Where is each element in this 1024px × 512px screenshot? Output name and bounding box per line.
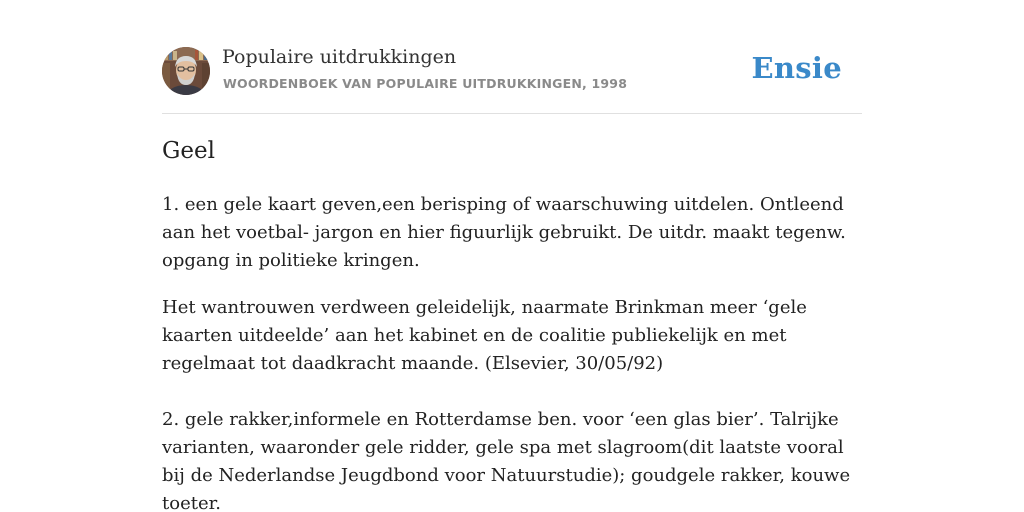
entry-title: Geel — [162, 138, 215, 164]
entry-header — [162, 0, 862, 114]
author-avatar[interactable] — [162, 47, 210, 95]
author-name[interactable]: Populaire uitdrukkingen — [222, 46, 457, 68]
avatar-image — [162, 47, 210, 95]
source-label: WOORDENBOEK VAN POPULAIRE UITDRUKKINGEN, 1998 — [223, 76, 628, 91]
entry-body — [162, 191, 862, 512]
entry-paragraph: 1. een gele kaart geven,een berisping of waarschuwing uitdelen. Ontleend aan het voetbal- jargon en hier figuurlijk gebruikt. De uitdr. maakt tegenw. opgang in politieke kringen. — [162, 194, 846, 271]
entry-card — [162, 0, 862, 512]
ensie-logo[interactable]: Ensie — [751, 51, 842, 85]
entry-paragraph: Het wantrouwen verdween geleidelijk, naarmate Brinkman meer ‘gele kaarten uitdeelde’ aan het kabinet en de coalitie publiekelijk en met regelmaat tot daadkracht maande. (Elsevier, 30/05/92) 2. gele rakker,informele en Rotterdamse ben. voor ‘een glas bier’. Talrijke varianten, waaronder gele ridder, gele spa met slagroom(dit laatste vooral bij de Nederlandse Jeugdbond voor Natuurstudie); goudgele rakker, kouwe toeter. — [162, 297, 851, 512]
